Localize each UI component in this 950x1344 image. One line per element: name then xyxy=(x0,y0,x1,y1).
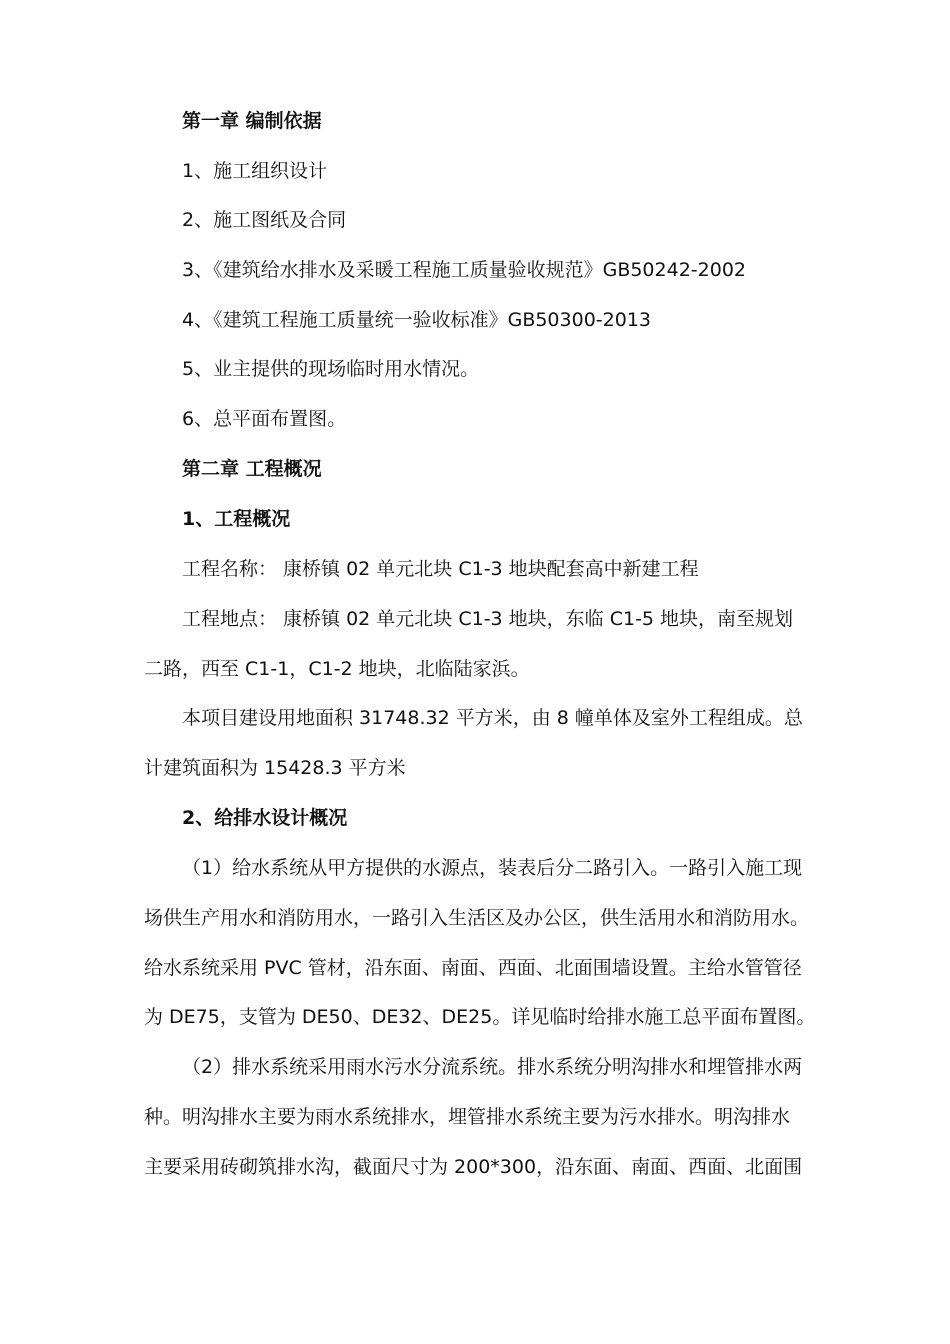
project-location-line-1: 工程地点： 康桥镇 02 单元北块 C1-3 地块，东临 C1-5 地块，南至规划 xyxy=(182,608,794,630)
project-location-line-2: 二路，西至 C1-1，C1-2 地块，北临陆家浜。 xyxy=(144,658,530,680)
basis-item-6: 6、总平面布置图。 xyxy=(182,408,347,430)
drainage-line-1: （2）排水系统采用雨水污水分流系统。排水系统分明沟排水和埋管排水两 xyxy=(182,1056,803,1078)
water-supply-line-3: 给水系统采用 PVC 管材，沿东面、南面、西面、北面围墙设置。主给水管管径 xyxy=(144,957,802,979)
drainage-line-3: 主要采用砖砌筑排水沟，截面尺寸为 200*300，沿东面、南面、西面、北面围 xyxy=(144,1156,803,1178)
drainage-line-2: 种。明沟排水主要为雨水系统排水，埋管排水系统主要为污水排水。明沟排水 xyxy=(144,1106,791,1128)
project-name: 工程名称： 康桥镇 02 单元北块 C1-3 地块配套高中新建工程 xyxy=(182,558,699,580)
basis-item-5: 5、业主提供的现场临时用水情况。 xyxy=(182,358,480,380)
basis-item-3: 3、《建筑给水排水及采暖工程施工质量验收规范》GB50242-2002 xyxy=(182,259,746,281)
basis-item-4: 4、《建筑工程施工质量统一验收标准》GB50300-2013 xyxy=(182,309,651,331)
section-1-heading: 1、工程概况 xyxy=(182,508,291,530)
basis-item-1: 1、施工组织设计 xyxy=(182,160,328,182)
area-line-2: 计建筑面积为 15428.3 平方米 xyxy=(144,757,406,779)
water-supply-line-2: 场供生产用水和消防用水，一路引入生活区及办公区，供生活用水和消防用水。 xyxy=(144,907,810,929)
section-2-heading: 2、给排水设计概况 xyxy=(182,807,348,829)
water-supply-line-4: 为 DE75，支管为 DE50、DE32、DE25。详见临时给排水施工总平面布置图。 xyxy=(144,1006,816,1028)
water-supply-line-1: （1）给水系统从甲方提供的水源点，装表后分二路引入。一路引入施工现 xyxy=(182,857,803,879)
chapter-1-heading: 第一章 编制依据 xyxy=(182,110,322,132)
basis-item-2: 2、施工图纸及合同 xyxy=(182,209,347,231)
area-line-1: 本项目建设用地面积 31748.32 平方米，由 8 幢单体及室外工程组成。总 xyxy=(182,707,803,729)
chapter-2-heading: 第二章 工程概况 xyxy=(182,458,322,480)
